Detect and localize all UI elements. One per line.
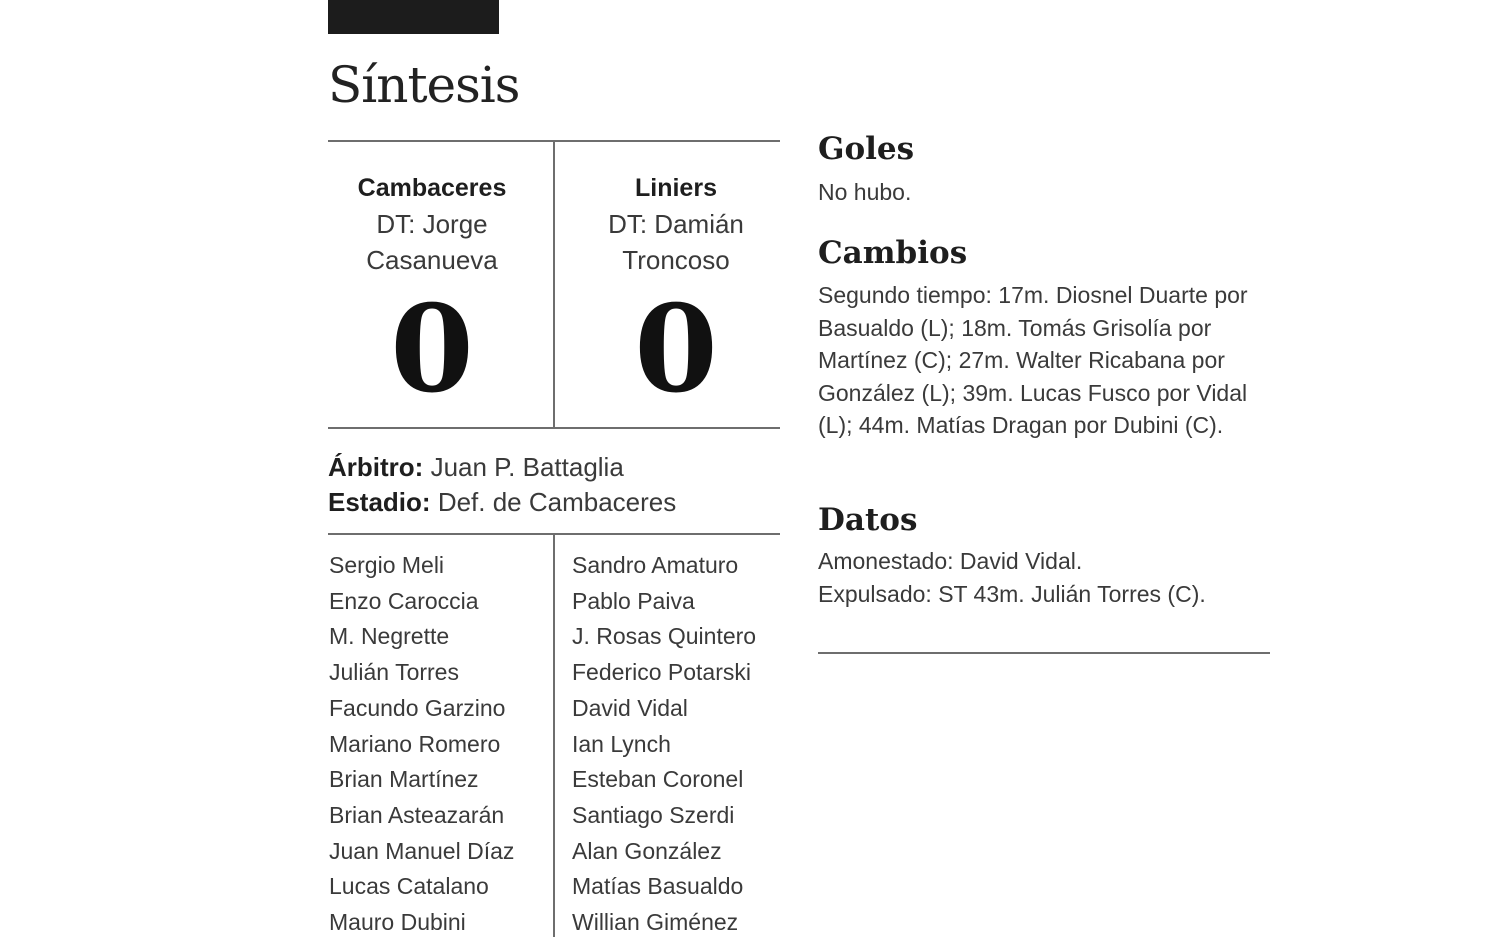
away-coach-line1: DT: Damián — [608, 209, 744, 239]
datos-amonestado: Amonestado: David Vidal. — [818, 548, 1083, 574]
list-item: Lucas Catalano — [329, 873, 489, 900]
away-team-name: Liniers — [635, 174, 717, 202]
list-item: Brian Martínez — [329, 766, 479, 793]
page-title: Síntesis — [328, 56, 520, 114]
datos-heading: Datos — [818, 502, 918, 538]
list-item: Brian Asteazarán — [329, 801, 505, 828]
stadium-name: Def. de Cambaceres — [437, 487, 677, 517]
list-item: Willian Giménez — [572, 909, 739, 936]
away-team — [563, 170, 789, 278]
list-item: Santiago Szerdi — [572, 801, 735, 828]
list-item: Matías Basualdo — [572, 873, 744, 900]
referee-label: Árbitro: — [328, 452, 424, 482]
datos-expulsado: Expulsado: ST 43m. Julián Torres (C). — [818, 581, 1206, 607]
list-item: Enzo Caroccia — [329, 587, 479, 614]
away-coach-line2: Troncoso — [622, 245, 730, 275]
list-item: Facundo Garzino — [329, 694, 506, 721]
goles-text: No hubo. — [818, 179, 912, 205]
referee-line — [328, 449, 624, 485]
referee-name: Juan P. Battaglia — [430, 452, 624, 482]
home-team-name: Cambaceres — [357, 174, 507, 202]
stadium-line — [328, 484, 676, 520]
home-team — [319, 170, 545, 278]
cambios-heading: Cambios — [818, 235, 968, 271]
list-item: Julián Torres — [329, 659, 459, 686]
list-item: Sandro Amaturo — [572, 552, 739, 578]
home-score: 0 — [390, 279, 474, 420]
home-coach-line1: DT: Jorge — [376, 209, 488, 239]
list-item: Sergio Meli — [329, 552, 445, 578]
cambios-text: Segundo tiempo: 17m. Diosnel Duarte por Basualdo (L); 18m. Tomás Grisolía por Martínez (C); 27m. Walter Ricabana por González (L); 39m. Lucas Fusco por Vidal (L); 44m. Matías Dragan por Dubini (C). — [818, 282, 1248, 439]
list-item: Alan González — [572, 837, 722, 864]
list-item: David Vidal — [572, 694, 688, 721]
list-item: J. Rosas Quintero — [572, 623, 757, 650]
divider-lineup-columns — [553, 534, 555, 937]
divider-score-bottom — [328, 427, 780, 429]
away-lineup — [572, 548, 756, 941]
divider-right-bottom — [818, 652, 1270, 654]
list-item: Ian Lynch — [572, 730, 671, 757]
home-lineup — [329, 548, 514, 941]
list-item: Juan Manuel Díaz — [329, 837, 515, 864]
divider-teams — [553, 141, 555, 428]
header-bar — [328, 0, 499, 34]
goles-heading: Goles — [818, 131, 915, 167]
list-item: Federico Potarski — [572, 659, 751, 686]
list-item: Mariano Romero — [329, 730, 501, 757]
list-item: Pablo Paiva — [572, 587, 695, 614]
home-coach-line2: Casanueva — [366, 245, 498, 275]
list-item: Mauro Dubini — [329, 909, 466, 936]
away-score: 0 — [634, 279, 718, 420]
list-item: M. Negrette — [329, 623, 450, 650]
list-item: Esteban Coronel — [572, 766, 744, 793]
stadium-label: Estadio: — [328, 487, 431, 517]
